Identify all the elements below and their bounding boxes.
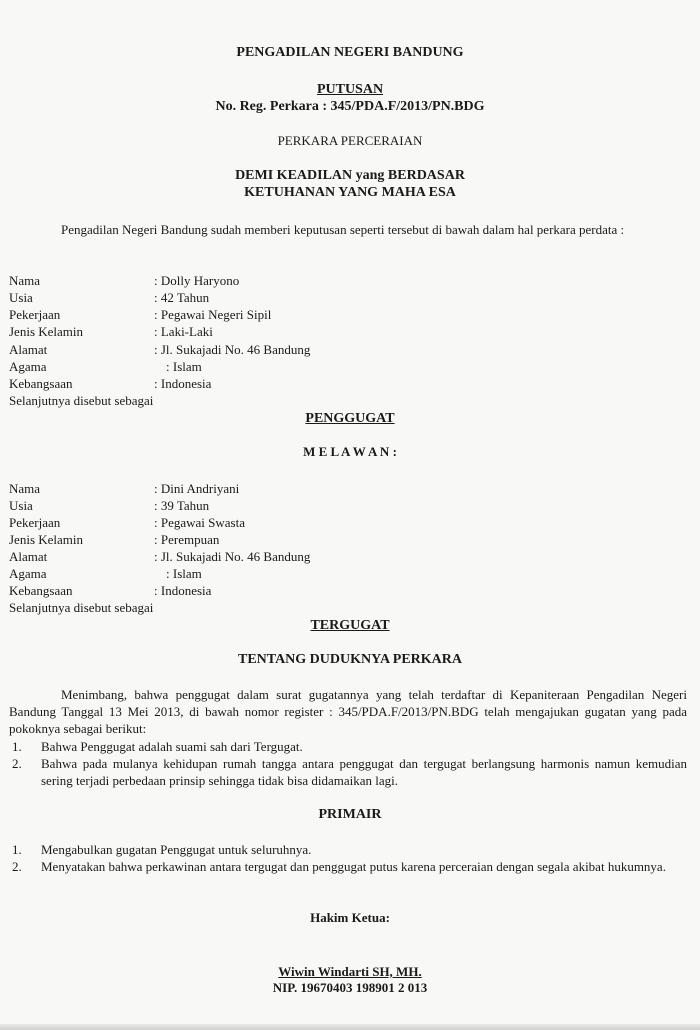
field-label: Agama [9, 566, 47, 581]
list-number: 1. [12, 739, 22, 754]
plaintiff-role: PENGGUGAT [305, 411, 395, 426]
page-bottom-edge [0, 1024, 700, 1030]
field-value: : Dolly Haryono [154, 273, 240, 288]
field-value: : 42 Tahun [154, 290, 210, 305]
intro-paragraph: Pengadilan Negeri Bandung sudah memberi keputusan seperti tersebut di bawah dalam hal perkara perdata : [61, 222, 625, 237]
versus-heading: M E L A W A N : [303, 444, 397, 459]
list-text: Menyatakan bahwa perkawinan antara tergugat dan penggugat putus karena perceraian dengan segala akibat hukumnya. [41, 859, 666, 874]
judge-nip: NIP. 19670403 198901 2 013 [272, 980, 428, 995]
field-label: Kebangsaan [9, 583, 73, 598]
registration-number: No. Reg. Perkara : 345/PDA.F/2013/PN.BDG [215, 99, 485, 114]
decision-title: PUTUSAN [316, 82, 384, 97]
list-text: Bahwa Penggugat adalah suami sah dari Tergugat. [41, 739, 303, 754]
field-label: Jenis Kelamin [9, 324, 84, 339]
field-label: Alamat [9, 342, 48, 357]
case-type: PERKARA PERCERAIAN [277, 133, 423, 148]
primair-heading: PRIMAIR [318, 807, 382, 822]
field-label: Pekerjaan [9, 307, 61, 322]
field-label: Jenis Kelamin [9, 532, 84, 547]
court-name: PENGADILAN NEGERI BANDUNG [236, 45, 464, 60]
judge-name: Wiwin Windarti SH, MH. [278, 964, 422, 979]
field-label: Agama [9, 359, 47, 374]
defendant-field-nationality [9, 582, 679, 599]
field-label: Usia [9, 290, 33, 305]
field-label: Alamat [9, 549, 48, 564]
field-value: : Jl. Sukajadi No. 46 Bandung [154, 549, 311, 564]
defendant-field-religion [9, 565, 679, 582]
field-value: : Pegawai Swasta [154, 515, 245, 530]
defendant-field-gender [9, 531, 679, 548]
defendant-field-occupation [9, 514, 679, 531]
defendant-field-age [9, 497, 679, 514]
list-number: 2. [12, 859, 22, 874]
case-position-paragraph: Menimbang, bahwa penggugat dalam surat gugatannya yang telah terdaftar di Kepaniteraan Pengadilan Negeri Bandung Tanggal 13 Mei 2013, di bawah nomor register : 345/PDA.F/2013/PN.BDG telah mengajukan gugatan yang pada pokoknya sebagai berikut: [9, 687, 687, 736]
plaintiff-field-religion [9, 358, 679, 375]
list-item [9, 755, 687, 789]
oath-line-2: KETUHANAN YANG MAHA ESA [244, 185, 456, 200]
field-label: Pekerjaan [9, 515, 61, 530]
plaintiff-field-address [9, 341, 679, 358]
defendant-field-address [9, 548, 679, 565]
oath-line-1: DEMI KEADILAN yang BERDASAR [235, 168, 465, 183]
plaintiff-field-nationality [9, 375, 679, 392]
field-label: Kebangsaan [9, 376, 73, 391]
plaintiff-field-name [9, 272, 679, 289]
list-item [9, 858, 687, 875]
field-value: : Indonesia [154, 376, 212, 391]
field-value: : Islam [166, 566, 202, 581]
list-item [9, 841, 687, 858]
field-value: : Islam [166, 359, 202, 374]
field-value: : Indonesia [154, 583, 212, 598]
list-text: Bahwa pada mulanya kehidupan rumah tangga antara penggugat dan tergugat berlangsung harmonis namun kemudian sering terjadi perbedaan prinsip sehingga tidak bisa didamaikan lagi. [41, 756, 687, 788]
defendant-called-as: Selanjutnya disebut sebagai [9, 600, 154, 615]
plaintiff-called-as: Selanjutnya disebut sebagai [9, 393, 154, 408]
plaintiff-field-age [9, 289, 679, 306]
plaintiff-field-gender [9, 323, 679, 340]
field-value: : 39 Tahun [154, 498, 210, 513]
field-value: : Perempuan [154, 532, 220, 547]
field-label: Nama [9, 273, 41, 288]
plaintiff-field-occupation [9, 306, 679, 323]
defendant-field-name [9, 480, 679, 497]
judge-title: Hakim Ketua: [310, 910, 390, 925]
field-label: Nama [9, 481, 41, 496]
list-number: 1. [12, 842, 22, 857]
field-value: : Dini Andriyani [154, 481, 240, 496]
field-value: : Pegawai Negeri Sipil [154, 307, 272, 322]
field-value: : Laki-Laki [154, 324, 213, 339]
list-item [9, 738, 687, 755]
list-number: 2. [12, 756, 22, 771]
case-position-heading: TENTANG DUDUKNYA PERKARA [237, 652, 463, 667]
field-label: Usia [9, 498, 33, 513]
list-text: Mengabulkan gugatan Penggugat untuk seluruhnya. [41, 842, 312, 857]
field-value: : Jl. Sukajadi No. 46 Bandung [154, 342, 311, 357]
defendant-role: TERGUGAT [310, 618, 390, 633]
